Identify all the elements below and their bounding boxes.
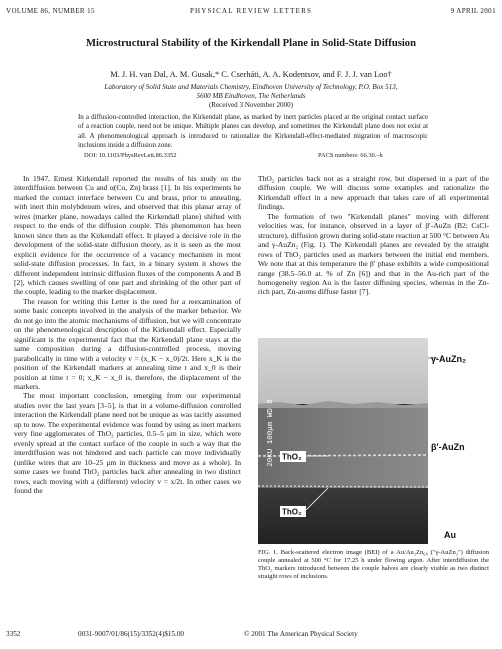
article-title: Microstructural Stability of the Kirkendall Plane in Solid-State Diffusion <box>86 38 416 49</box>
doi[interactable]: DOI: 10.1103/PhysRevLett.86.3352 <box>84 152 177 159</box>
paragraph: The reason for writing this Letter is the need for a reexamination of some basic concepts involved in the analysis of the marker behavior. We do not go into the atomic mechanisms of diffusion, but we will concentrate on the phenomenological description of the Kirkendall effect. Especially significant is the experimental fact that the Kirkendall plane stays at the same composition during a diffusion-controlled process, moving parabolically in time with a velocity v = (x_K − x_0)/2t. Here x_K is the position of the Kirkendall markers at annealing time t and x_0 is their position at time t = 0; x_K − x_0 is, therefore, the displacement of the markers. <box>14 296 241 391</box>
label-tho2-top: ThO₂ <box>282 452 302 462</box>
paragraph: ThO₂ particles back not as a straight row, but dispersed in a part of the diffusion couple. We will discuss some examples and rationalize the Kirkendall effect in a new approach that takes care of all experimental findings. <box>258 174 489 212</box>
paragraph: In 1947, Ernest Kirkendall reported the results of his study on the interdiffusion between Cu and α(Cu, Zn) brass [1]. In his experiments he marked the contact interface between Cu and brass, prior to annealing, with inert thin molybdenum wires, and observed that this planar array of wires (marker plane, nowadays called the Kirkendall plane) shifted with respect to the ends of the diffusion couple. This phenomenon has been known since then as the Kirkendall effect. It played a decisive role in the development of the solid-state diffusion theory, as it is seen as the most explicit evidence for the occurrence of a vacancy mechanism in most solid-state diffusion processes. In fact, in a binary system it shows the different independent intrinsic diffusion fluxes of the components A and B [2], which causes swelling of one part and shrinking of the other part of the couple, leading to the marker displacement. <box>14 174 241 297</box>
label-tho2-bottom: ThO₂ <box>282 507 302 517</box>
abstract: In a diffusion-controlled interaction, the Kirkendall plane, as marked by inert particles placed at the original contact surface of a reaction couple, need not be unique. Multiple planes can develop, and sometimes the Kirkendall plane does not exist at all. A phenomenological approach is introduced to rationalize the Kirkendall-effect-mediated migration of macroscopic inclusions inside a diffusion zone. <box>78 113 428 150</box>
figure-caption: FIG. 1. Back-scattered electron image (BEI) of a Au/Au₂Zn₆₄ ("γ-AuZn₂") diffusion couple annealed at 500 °C for 17.25 h under flowing argon. After interdiffusion the ThO₂ markers introduced between the couple halves are clearly visible as two distinct straight rows of inclusions. <box>258 549 489 580</box>
received-date: (Received 3 November 2000) <box>208 101 294 109</box>
gamma-phase-region <box>258 338 428 404</box>
label-au: Au <box>444 530 456 540</box>
affiliation-line-1: Laboratory of Solid State and Materials Chemistry, Eindhoven University of Technology, P.O. Box 513, <box>104 83 398 91</box>
page-number: 3352 <box>6 630 21 638</box>
pacs-numbers: PACS numbers: 66.30.–h <box>318 152 383 159</box>
header-journal: PHYSICAL REVIEW LETTERS <box>189 7 313 15</box>
header-date: 9 APRIL 2001 <box>450 7 496 15</box>
beta-phase-region <box>258 408 428 488</box>
body-column-left <box>14 174 241 495</box>
header-volume: VOLUME 86, NUMBER 15 <box>6 7 95 15</box>
running-header <box>6 7 496 19</box>
author-list: M. J. H. van Dal, A. M. Gusak,* C. Cserháti, A. A. Kodentsov, and F. J. J. van Loo† <box>110 70 392 79</box>
label-beta-auzn: β′-AuZn <box>431 442 465 452</box>
paragraph: The formation of two "Kirkendall planes" moving with different velocities was, for instance, observed in a layer of β′-AuZn (B2; CsCl-structure), diffusion grown during solid-state reaction at 500 °C between Au and γ-AuZn₂ (Fig. 1). The Kirkendall planes are revealed by the straight rows of ThO₂ particles used as markers between the initial end members. We note that at this temperature the β′ phase exhibits a wide compositional range (38.5–56.0 at. % of Zn [6]) and that in the Au-rich part of the homogeneity region Au is the faster diffusing species, whereas in the Zn-rich part, Zn-atoms diffuse faster [7]. <box>258 211 489 297</box>
body-column-right <box>258 174 489 297</box>
sem-micrograph <box>258 338 489 544</box>
label-gamma-auzn2: γ-AuZn₂ <box>431 354 466 364</box>
page-footer <box>6 630 496 640</box>
affiliation <box>40 83 462 101</box>
affiliation-line-2: 5600 MB Eindhoven, The Netherlands <box>196 92 306 100</box>
sem-info: 20KU 100μm WD 8 <box>267 399 275 467</box>
journal-code: 0031-9007/01/86(15)/3352(4)$15.00 <box>78 630 185 638</box>
paragraph: The most important conclusion, emerging from our experimental studies over the last years [3–5], is that in a volume-diffusion controlled interaction the Kirkendall plane need not be unique as was tacitly assumed up to now. The experimental evidence was found by using as inert markers very fine agglomerates of ThO₂ particles, 0.5–5 μm in size, which were evenly spread at the contact surface of the couple in such a way that the interdiffusion was not hindered and each particle can move individually (unlike wires that are 10–25 μm in thickness and move as a whole). In some cases we found ThO₂ particles back after annealing in two distinct rows, each moving with a (different) velocity v = x/2t. In other cases we found the <box>14 391 241 495</box>
copyright: © 2001 The American Physical Society <box>244 630 358 638</box>
figure-1-bei-image <box>258 338 489 544</box>
